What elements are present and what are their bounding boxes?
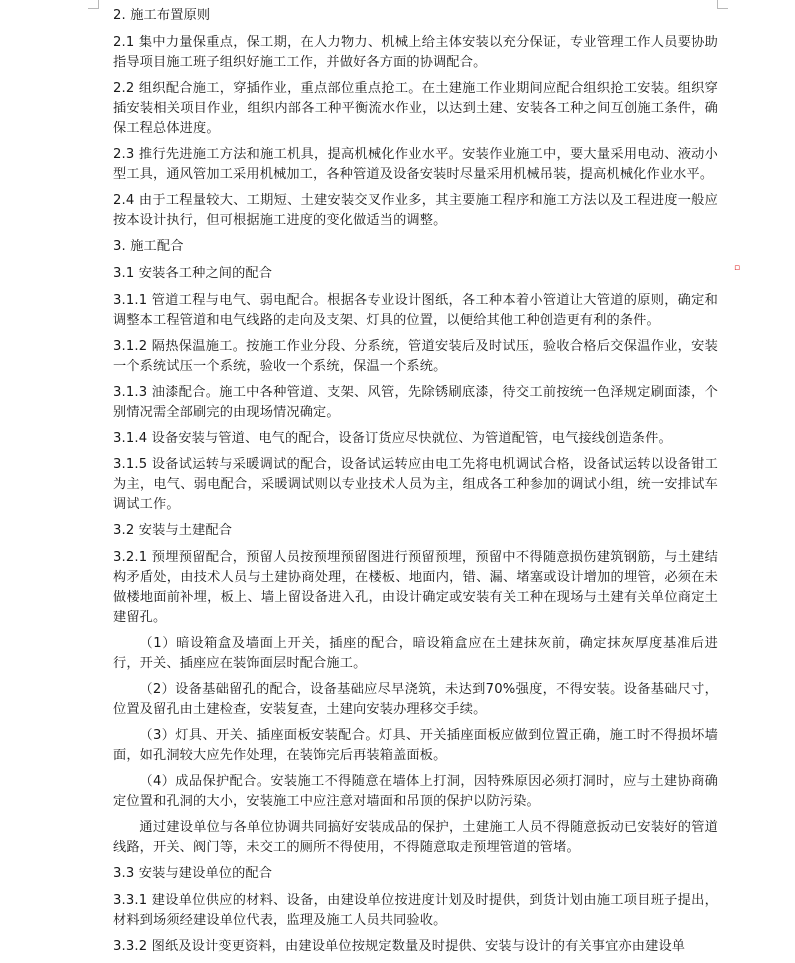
paragraph: 2.3 推行先进施工方法和施工机具，提高机械化作业水平。安装作业施工中，要大量采用电动、液动小型工具，通风管加工采用机械加工，各种管道及设备安装时尽量采用机械吊装，提高机械化作业水平。 [113,147,718,182]
list-paragraph: （3）灯具、开关、插座面板安装配合。灯具、开关插座面板应做到位置正确，施工时不得损坏墙面，如孔洞较大应先作处理，在装饰完后再装箱盖面板。 [113,728,718,763]
paragraph: 3.2.1 预埋预留配合，预留人员按预埋预留图进行预留预埋，预留中不得随意损伤建筑钢筋，与土建结构矛盾处，由技术人员与土建协商处理，在楼板、地面内，错、漏、堵塞或设计增加的埋管，必须在未做楼地面前补埋，板上、墙上留设备进入孔，由设计确定或安装有关工种在现场与土建有关单位商定土建留孔。 [113,550,718,625]
paragraph: 3.3.1 建设单位供应的材料、设备，由建设单位按进度计划及时提供，到货计划由施工项目班子提出，材料到场须经建设单位代表，监理及施工人员共同验收。 [113,893,718,928]
subsection-heading: 3.1 安装各工种之间的配合 [113,266,273,281]
document-body [113,6,718,963]
paragraph: 3.1.3 油漆配合。施工中各种管道、支架、风管，先除锈刷底漆，待交工前按统一色泽规定刷面漆，个别情况需全部刷完的由现场情况确定。 [113,385,718,420]
paragraph: 通过建设单位与各单位协调共同搞好安装成品的保护，土建施工人员不得随意扳动已安装好的管道线路，开关、阀门等，未交工的厕所不得使用，不得随意取走预埋管道的管堵。 [113,820,718,855]
paragraph: 3.1.2 隔热保温施工。按施工作业分段、分系统，管道安装后及时试压，验收合格后交保温作业，安装一个系统试压一个系统，验收一个系统，保温一个系统。 [113,339,718,374]
paragraph: 3.1.4 设备安装与管道、电气的配合，设备订货应尽快就位、为管道配管，电气接线创造条件。 [113,431,672,446]
list-paragraph: （2）设备基础留孔的配合，设备基础应尽早浇筑，未达到70%强度，不得安装。设备基础尺寸，位置及留孔由土建检查，安装复查，土建向安装办理移交手续。 [113,682,718,717]
section-heading: 2. 施工布置原则 [113,8,211,23]
section-heading: 3. 施工配合 [113,239,184,254]
subsection-heading: 3.2 安装与土建配合 [113,523,233,538]
paragraph: 3.3.2 图纸及设计变更资料，由建设单位按规定数量及时提供、安装与设计的有关事宜亦由建设单 [113,939,686,954]
paragraph: 2.2 组织配合施工，穿插作业，重点部位重点抢工。在土建施工作业期间应配合组织抢工安装。组织穿插安装相关项目作业，组织内部各工种平衡流水作业，以达到土建、安装各工种之间互创施工条件，确保工程总体进度。 [113,81,718,136]
list-paragraph: （1）暗设箱盒及墙面上开关，插座的配合，暗设箱盒应在土建抹灰前，确定抹灰厚度基准后进行，开关、插座应在装饰面层时配合施工。 [113,636,718,671]
spelling-mark-icon: ▫ [734,263,741,273]
paragraph: 3.1.5 设备试运转与采暖调试的配合，设备试运转应由电工先将电机调试合格，设备试运转以设备钳工为主，电气、弱电配合，采暖调试则以专业技术人员为主，组成各工种参加的调试小组，统一安排试车调试工作。 [113,457,718,512]
list-paragraph: （4）成品保护配合。安装施工不得随意在墙体上打洞，因特殊原因必须打洞时，应与土建协商确定位置和孔洞的大小，安装施工中应注意对墙面和吊顶的保护以防污染。 [113,774,718,809]
paragraph: 2.4 由于工程量较大、工期短、土建安装交叉作业多，其主要施工程序和施工方法以及工程进度一般应按本设计执行，但可根据施工进度的变化做适当的调整。 [113,193,718,228]
margin-corner-mark [717,0,728,9]
paragraph: 3.1.1 管道工程与电气、弱电配合。根据各专业设计图纸，各工种本着小管道让大管道的原则，确定和调整本工程管道和电气线路的走向及支架、灯具的位置，以便给其他工种创造更有利的条件。 [113,293,718,328]
paragraph: 2.1 集中力量保重点，保工期，在人力物力、机械上给主体安装以充分保证，专业管理工作人员要协助指导项目施工班子组织好施工工作，并做好各方面的协调配合。 [113,35,718,70]
subsection-heading: 3.3 安装与建设单位的配合 [113,866,273,881]
margin-corner-mark [88,0,99,9]
